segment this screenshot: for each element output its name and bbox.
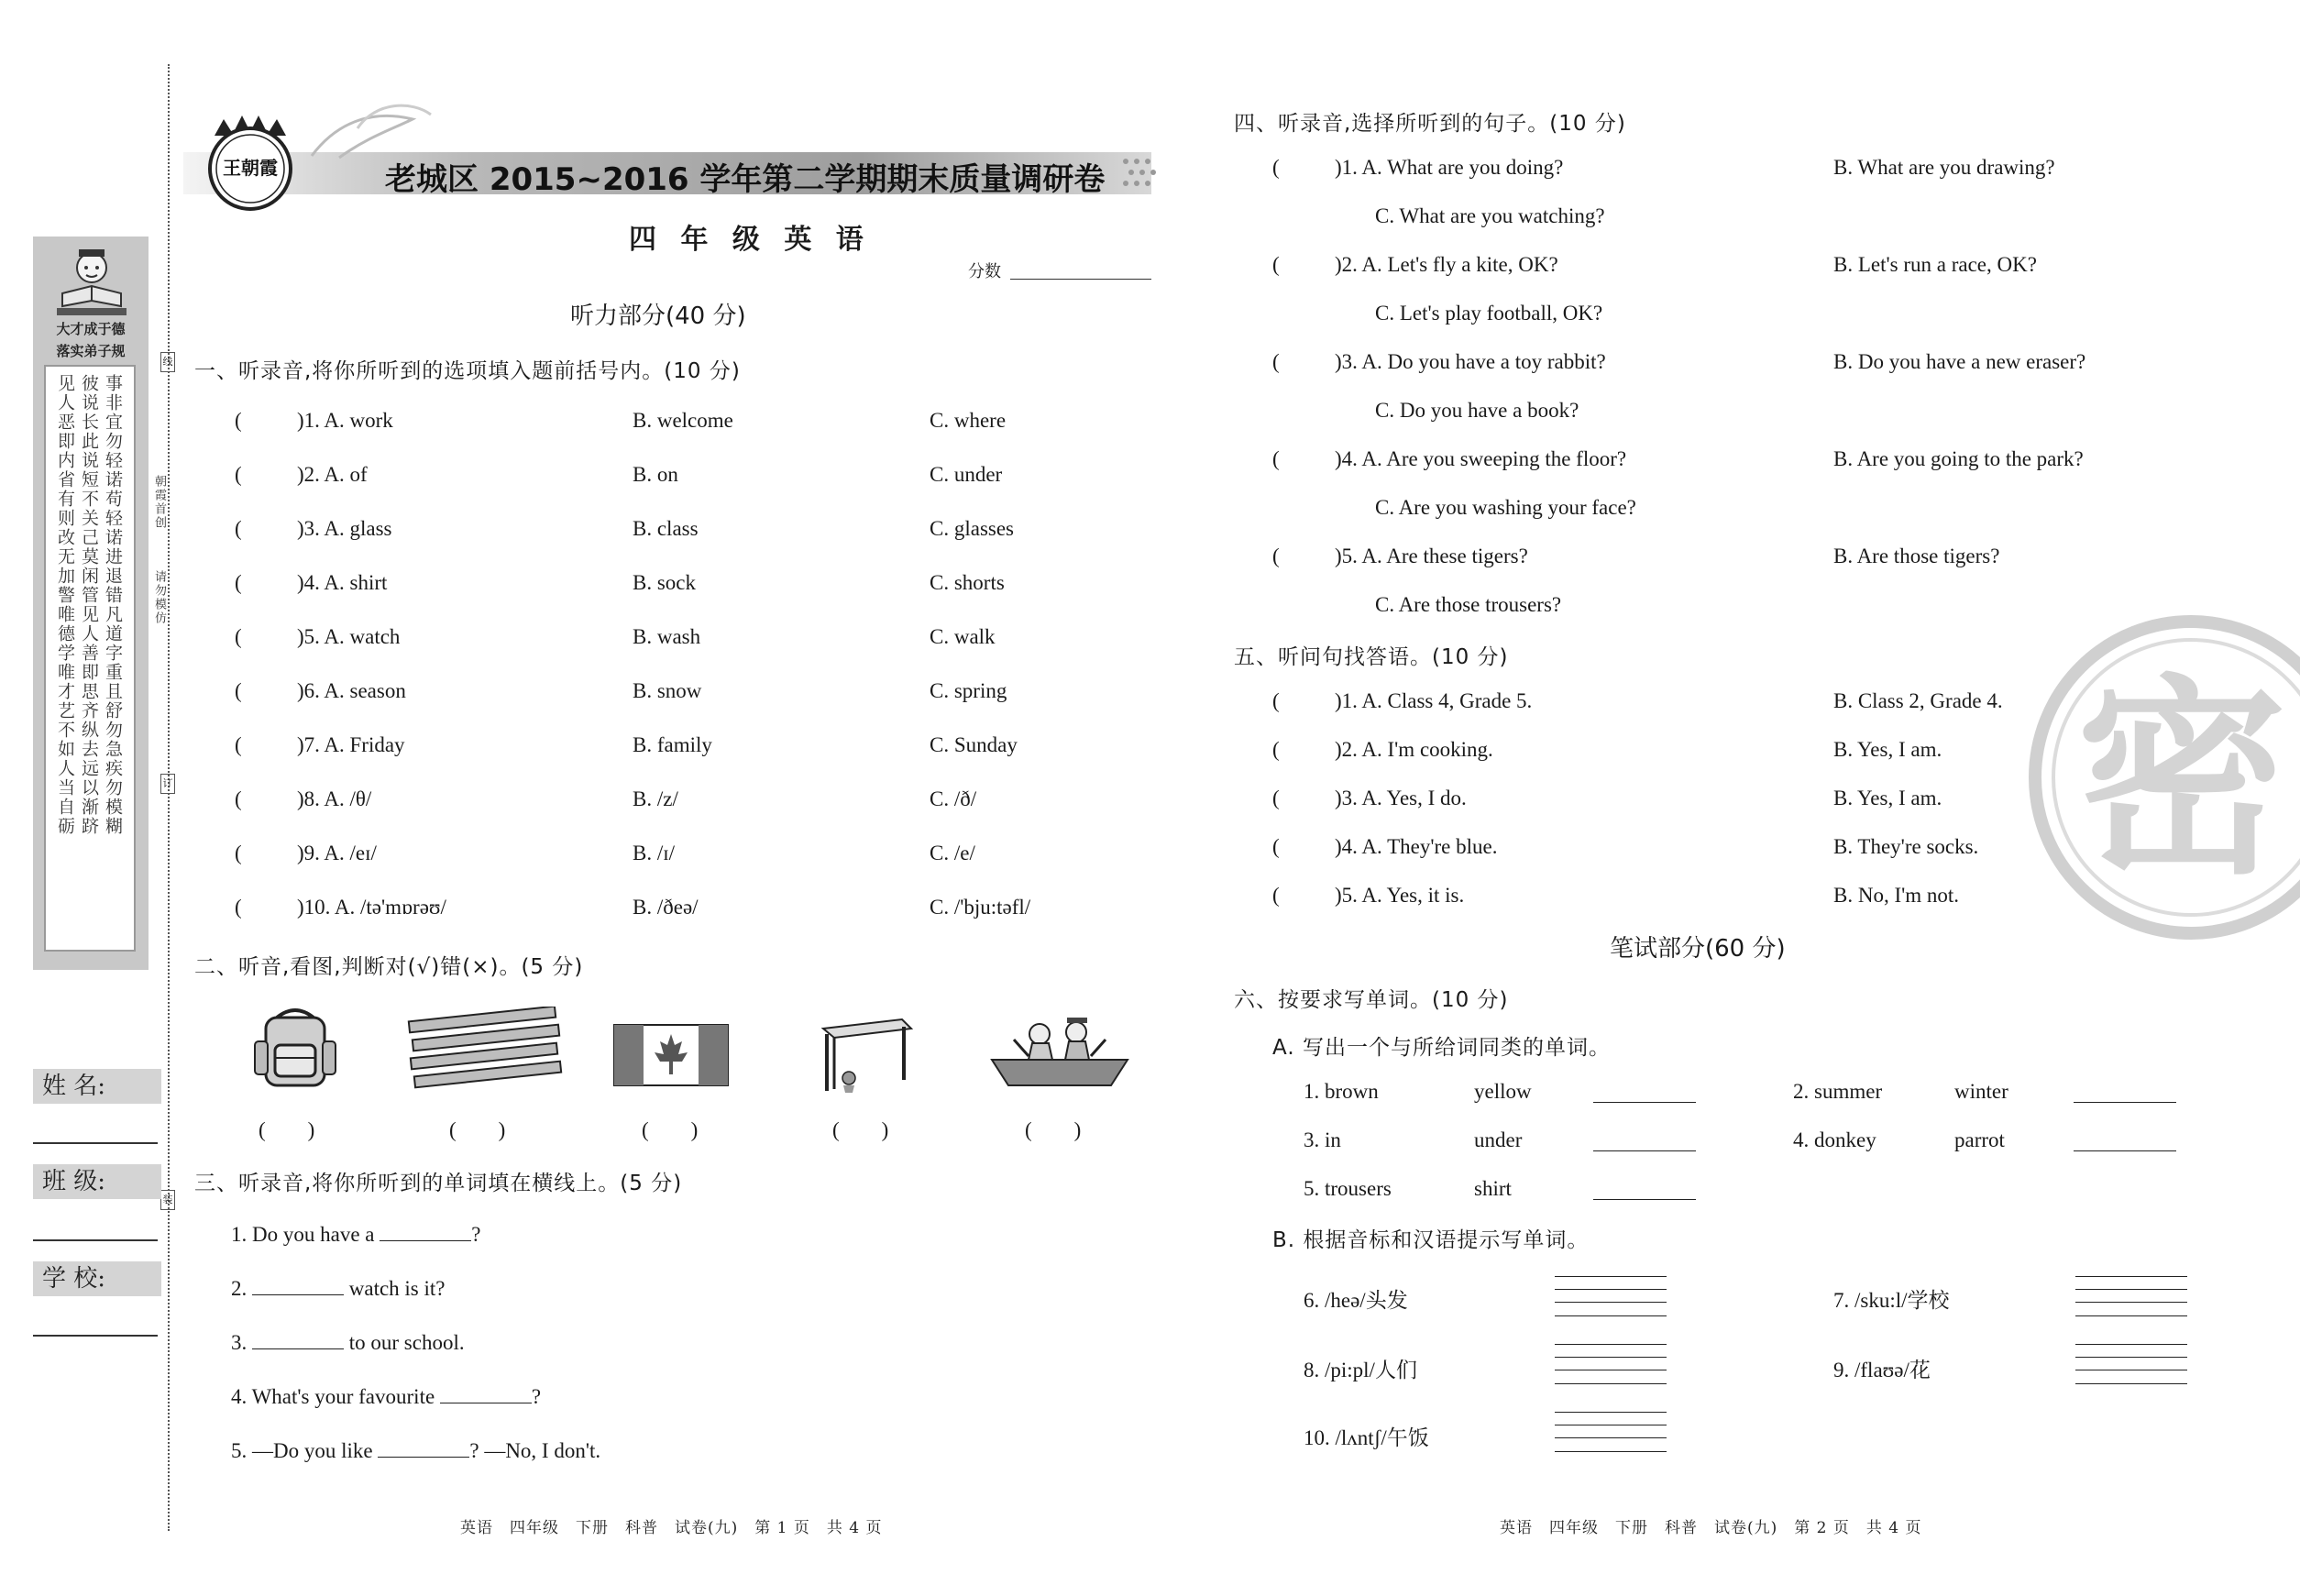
school-label: 学 校: [33,1261,161,1296]
picture-2-answer[interactable]: ( ) [449,1118,506,1141]
answer-blank[interactable] [1593,1199,1696,1200]
section-1-heading: 一、听录音,将你所听到的选项填入题前括号内。(10 分) [194,359,741,383]
answer-blank[interactable] [2074,1102,2176,1103]
margin-tag-1: 朝霞首创 [152,475,166,530]
boat-icon [986,1008,1133,1093]
margin-rules-box [44,365,136,952]
class-label: 班 级: [33,1164,161,1199]
picture-5-answer[interactable]: ( ) [1025,1118,1082,1141]
reading-child-icon [48,240,136,323]
writing-lines[interactable] [1555,1344,1667,1384]
answer-blank[interactable] [2074,1150,2176,1151]
watermark-text: 密 [2075,658,2288,903]
answer-blank[interactable] [252,1329,344,1349]
backpack-icon [249,1005,341,1093]
section-5-heading: 五、听问句找答语。(10 分) [1234,645,1509,669]
list-item: 4. What's your favourite ? [231,1385,542,1408]
class-field[interactable] [33,1239,158,1241]
writing-lines[interactable] [2075,1344,2187,1384]
school-field[interactable] [33,1335,158,1337]
binding-mark-1: 线 [160,352,175,372]
name-field[interactable] [33,1142,158,1144]
score-field[interactable] [1010,279,1151,280]
binding-mark-3: 装 [160,1190,175,1210]
section-6b-heading: B. 根据音标和汉语提示写单词。 [1272,1228,1590,1252]
list-item: 1. Do you have a ? [231,1223,481,1246]
margin-tag-2: 请勿模仿 [152,570,166,625]
page-title: 老城区 2015~2016 学年第二学期期末质量调研卷 [385,161,1106,198]
rule-column-2: 彼说长此说短不关己莫闲管见人善即思齐纵去远以渐跻 [79,374,99,836]
name-label: 姓 名: [33,1069,161,1104]
list-item: 5. —Do you like ? —No, I don't. [231,1439,601,1462]
picture-1-answer[interactable]: ( ) [259,1118,315,1141]
margin-caption-1: 大才成于德 [56,321,126,337]
answer-blank[interactable] [252,1275,344,1295]
section-6-heading: 六、按要求写单词。(10 分) [1234,988,1509,1012]
seal-watermark-icon [2026,612,2300,942]
answer-blank[interactable] [1593,1150,1696,1151]
logo-emblem-icon [196,108,304,216]
picture-4-answer[interactable]: ( ) [832,1118,889,1141]
answer-blank[interactable] [1593,1102,1696,1103]
writing-lines[interactable] [1555,1276,1667,1316]
writing-lines[interactable] [1555,1412,1667,1452]
section-4-heading: 四、听录音,选择所听到的句子。(10 分) [1234,112,1626,136]
writing-lines[interactable] [2075,1276,2187,1316]
footer-left: 英语 四年级 下册 科普 试卷(九) 第 1 页 共 4 页 [460,1519,883,1537]
rulers-icon [405,1007,570,1091]
list-item: 3. to our school. [231,1331,465,1354]
listening-part-heading: 听力部分(40 分) [570,303,746,330]
canada-flag-icon [612,1023,730,1087]
list-item: 2. watch is it? [231,1277,446,1300]
answer-blank[interactable] [380,1221,471,1241]
subtitle: 四 年 级 英 语 [629,224,871,256]
section-3-heading: 三、听录音,将你所听到的单词填在横线上。(5 分) [194,1172,683,1195]
table-icon [816,1012,917,1095]
banner-dots-icon [1120,156,1157,191]
margin-caption-2: 落实弟子规 [56,343,126,359]
answer-blank[interactable] [378,1437,469,1458]
section-2-heading: 二、听音,看图,判断对(√)错(×)。(5 分) [194,955,584,979]
logo-text: 王朝霞 [223,157,278,179]
written-part-heading: 笔试部分(60 分) [1610,935,1786,963]
picture-3-answer[interactable]: ( ) [642,1118,699,1141]
answer-blank[interactable] [440,1383,532,1403]
rule-column-3: 见人恶即内省有则改无加警唯德学唯才艺不如人当自砺 [55,374,75,836]
binding-mark-2: 订 [160,774,175,794]
rule-column-1: 事非宜勿轻诺苟轻诺进退错凡道字重且舒勿急疾勿模糊 [103,374,123,836]
score-label: 分数 [968,262,1001,281]
binding-line [168,64,170,1531]
footer-right: 英语 四年级 下册 科普 试卷(九) 第 2 页 共 4 页 [1500,1519,1922,1537]
section-6a-heading: A. 写出一个与所给词同类的单词。 [1272,1036,1611,1060]
